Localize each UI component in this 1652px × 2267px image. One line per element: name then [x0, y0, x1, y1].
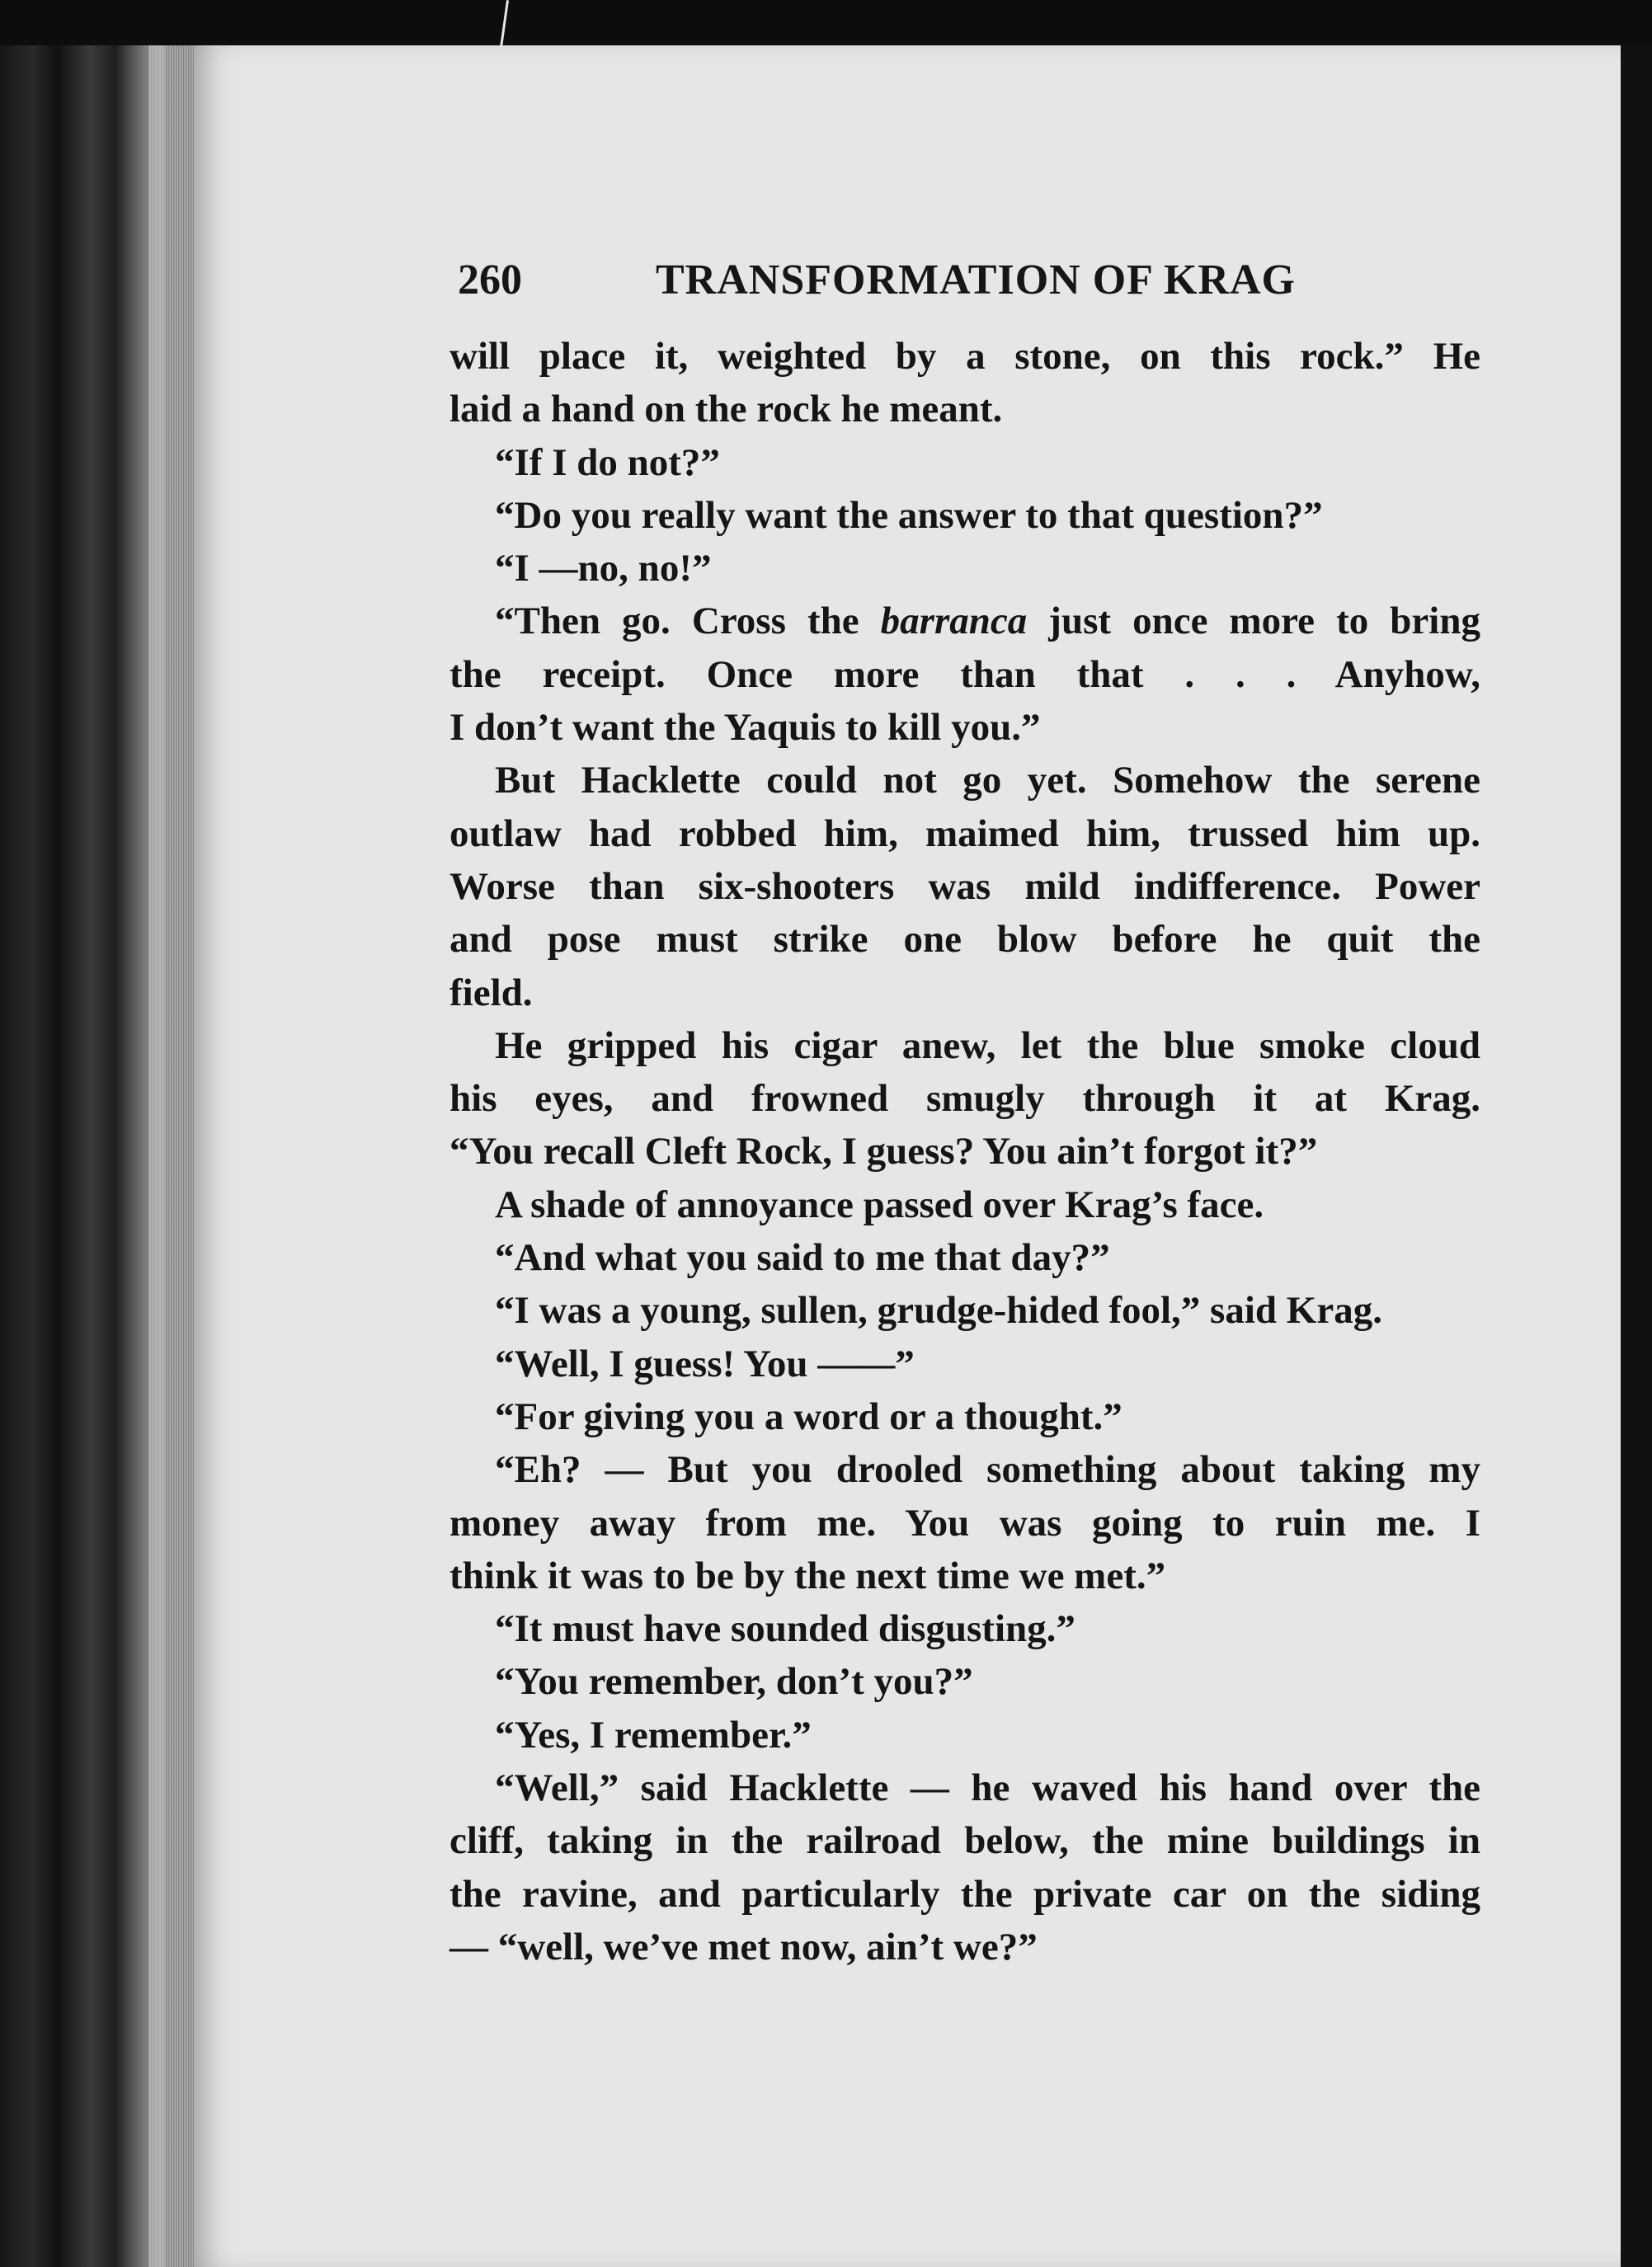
body-text [449, 330, 1480, 1973]
text-line: “Eh? — But you drooled something about taking my [495, 1448, 1480, 1492]
text-line: “You remember, don’t you?” [495, 1660, 973, 1704]
text-line: the receipt. Once more than that . . . Anyhow, [449, 652, 1480, 696]
page-number: 260 [458, 256, 522, 303]
text-line: Worse than six-shooters was mild indifference. Power [449, 864, 1480, 908]
text-line: money away from me. You was going to ruin me. I [449, 1501, 1480, 1545]
text-line: “Then go. Cross the barranca just once more to bring [495, 600, 1480, 643]
text-line: and pose must strike one blow before he quit the [449, 918, 1480, 962]
text-line: “Well, I guess! You ——” [495, 1342, 915, 1385]
text-line: “For giving you a word or a thought.” [495, 1395, 1123, 1438]
text-line: He gripped his cigar anew, let the blue smoke cloud [495, 1023, 1480, 1067]
text-line: cliff, taking in the railroad below, the mine buildings in [449, 1819, 1480, 1863]
text-line: his eyes, and frowned smugly through it at Krag. [449, 1077, 1480, 1121]
text-line: “Well,” said Hacklette — he waved his hand over the [495, 1766, 1480, 1810]
text-line: “Yes, I remember.” [495, 1713, 812, 1757]
text-line: “I —no, no!” [495, 547, 712, 590]
text-line: But Hacklette could not go yet. Somehow the serene [495, 759, 1480, 802]
text-line: field. [449, 971, 533, 1014]
text-line: I don’t want the Yaquis to kill you.” [449, 706, 1041, 750]
text-line: think it was to be by the next time we met.” [449, 1554, 1166, 1597]
text-line: “Do you really want the answer to that question?” [495, 493, 1323, 537]
book-spine-edge [0, 45, 165, 2267]
text-line: A shade of annoyance passed over Krag’s face. [495, 1183, 1264, 1226]
text-line: will place it, weighted by a stone, on this rock.” He [449, 335, 1480, 378]
text-line: “I was a young, sullen, grudge-hided fool,” said Krag. [495, 1289, 1382, 1333]
text-line: “And what you said to me that day?” [495, 1236, 1110, 1280]
text-line: “It must have sounded disgusting.” [495, 1607, 1075, 1651]
text-line: the ravine, and particularly the private car on the siding [449, 1872, 1480, 1916]
page-stack-edge [148, 45, 198, 2267]
scan-crop-mark [500, 0, 509, 48]
running-header [458, 256, 1472, 313]
running-title: TRANSFORMATION OF KRAG [656, 256, 1296, 303]
text-line: “If I do not?” [495, 440, 720, 484]
text-line: outlaw had robbed him, maimed him, trussed him up. [449, 811, 1480, 855]
text-line: “You recall Cleft Rock, I guess? You ain’t forgot it?” [449, 1130, 1318, 1173]
scan-border-right [1621, 45, 1652, 2267]
text-line: laid a hand on the rock he meant. [449, 388, 1003, 431]
text-line: — “well, we’ve met now, ain’t we?” [449, 1925, 1038, 1968]
